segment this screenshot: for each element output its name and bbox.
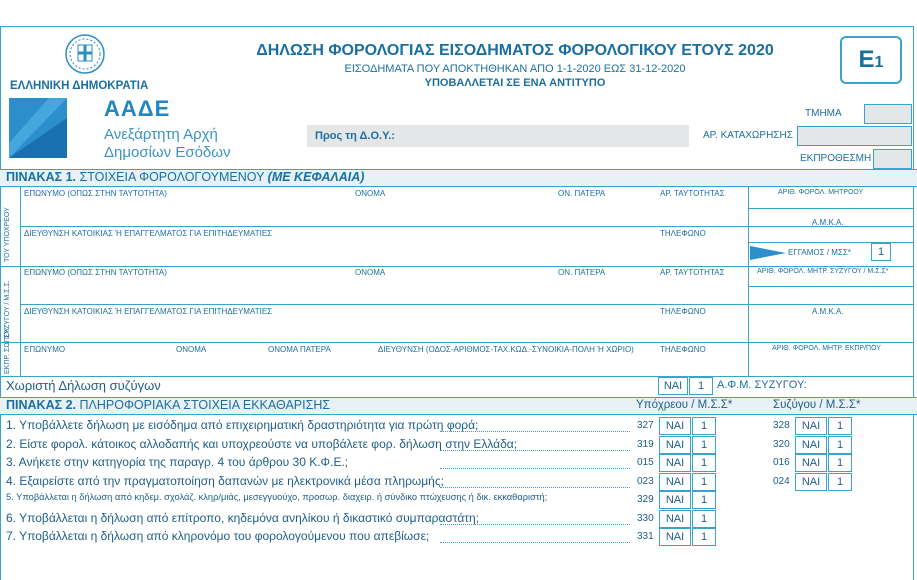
yes-obligor[interactable]: ΝΑΙ	[659, 491, 691, 509]
yes-obligor[interactable]: ΝΑΙ	[659, 454, 691, 472]
yes-spouse[interactable]: ΝΑΙ	[795, 417, 827, 435]
value-obligor[interactable]: 1	[692, 491, 716, 509]
col-spouse-label: Συζύγου / Μ.Σ.Σ*	[773, 399, 861, 411]
value-spouse[interactable]: 1	[828, 473, 852, 491]
aade-line2: Δημοσίων Εσόδων	[104, 144, 231, 161]
frame-top	[0, 26, 914, 27]
question-text: 7. Υποβάλλεται η δήλωση από κληρονόμο του φορολογούμενου που απεβίωσε;	[6, 529, 430, 543]
spouse-on-patera: ΟΝ. ΠΑΤΕΡΑ	[558, 268, 606, 277]
dotted-leader	[440, 431, 630, 432]
form-title: ΔΗΛΩΣΗ ΦΟΡΟΛΟΓΙΑΣ ΕΙΣΟΔΗΜΑΤΟΣ ΦΟΡΟΛΟΓΙΚΟΥ ΕΤΟΥΣ 2020	[256, 42, 774, 59]
question-code-obligor: 015	[637, 457, 654, 468]
form-subtitle2: ΥΠΟΒΑΛΛΕΤΑΙ ΣΕ ΕΝΑ ΑΝΤΙΤΥΠΟ	[424, 77, 606, 89]
question-code-spouse: 320	[773, 439, 790, 450]
value-obligor[interactable]: 1	[692, 473, 716, 491]
value-obligor[interactable]: 1	[692, 417, 716, 435]
rep-afm: ΑΡΙΘ. ΦΟΡΟΛ. ΜΗΤΡ. ΕΚΠΡ/ΠΟΥ	[772, 345, 881, 352]
question-text: 1. Υποβάλλετε δήλωση με εισόδημα από επιχειρηματική δραστηριότητα για πρώτη φορά;	[6, 418, 479, 432]
spouse-amka: Α.Μ.Κ.Α.	[812, 307, 844, 316]
obligor-ar-taftotitas: ΑΡ. ΤΑΥΤΟΤΗΤΑΣ	[660, 189, 725, 198]
yes-spouse[interactable]: ΝΑΙ	[795, 473, 827, 491]
question-text: 4. Εξαιρείστε από την πραγματοποίηση δαπανών με ηλεκτρονικά μέσα πληρωμής;	[6, 474, 444, 488]
obligor-amka: Α.Μ.Κ.Α.	[812, 218, 844, 227]
frame-right	[913, 26, 914, 580]
ar-kataxorisis-field[interactable]	[797, 126, 912, 146]
form-subtitle1: ΕΙΣΟΔΗΜΑΤΑ ΠΟΥ ΑΠΟΚΤΗΘΗΚΑΝ ΑΠΟ 1-1-2020 ΕΩΣ 31-12-2020	[344, 63, 686, 75]
rep-onoma: ΟΝΟΜΑ	[176, 345, 207, 354]
value-obligor[interactable]: 1	[692, 436, 716, 454]
spouse-onoma: ΟΝΟΜΑ	[355, 268, 386, 277]
dotted-leader	[440, 487, 630, 488]
question-text: 3. Ανήκετε στην κατηγορία της παραγρ. 4 του άρθρου 30 Κ.Φ.Ε.;	[6, 455, 349, 469]
form-code-main: Ε	[858, 46, 875, 73]
side-obligor: ΤΟΥ ΥΠΟΧΡΕΟΥ	[4, 207, 11, 262]
ekprothesmi-label: ΕΚΠΡΟΘΕΣΜΗ	[800, 153, 872, 164]
question-text: 6. Υποβάλλεται η δήλωση από επίτροπο, κηδεμόνα ανηλίκου ή δικαστικό συμπαραστάτη;	[6, 511, 480, 525]
table2-title: ΠΙΝΑΚΑΣ 2. ΠΛΗΡΟΦΟΡΙΑΚΑ ΣΤΟΙΧΕΙΑ ΕΚΚΑΘΑΡΙΣΗΣ	[6, 398, 331, 412]
yes-obligor[interactable]: ΝΑΙ	[659, 510, 691, 528]
question-code-obligor: 331	[637, 531, 654, 542]
spouse-address: ΔΙΕΥΘΥΝΣΗ ΚΑΤΟΙΚΙΑΣ Ή ΕΠΑΓΓΕΛΜΑΤΟΣ ΓΙΑ ΕΠΙΤΗΔΕΥΜΑΤΙΕΣ	[24, 307, 273, 316]
obligor-onoma: ΟΝΟΜΑ	[355, 189, 386, 198]
tmima-label: ΤΜΗΜΑ	[805, 108, 842, 119]
value-obligor[interactable]: 1	[692, 528, 716, 546]
frame-left	[0, 26, 1, 580]
value-spouse[interactable]: 1	[828, 436, 852, 454]
obligor-eponymo: ΕΠΩΝΥΜΟ (ΟΠΩΣ ΣΤΗΝ ΤΑΥΤΟΤΗΤΑ)	[24, 189, 167, 198]
dotted-leader	[440, 450, 630, 451]
ekprothesmi-field[interactable]	[873, 149, 912, 169]
question-code-spouse: 328	[773, 420, 790, 431]
separate-value[interactable]: 1	[689, 377, 713, 395]
obligor-on-patera: ΟΝ. ΠΑΤΕΡΑ	[558, 189, 606, 198]
spouse-ar-taftotitas: ΑΡ. ΤΑΥΤΟΤΗΤΑΣ	[660, 268, 725, 277]
ar-kataxorisis-label: ΑΡ. ΚΑΤΑΧΩΡΗΣΗΣ	[703, 130, 793, 141]
yes-obligor[interactable]: ΝΑΙ	[659, 473, 691, 491]
obligor-afm: ΑΡΙΘ. ΦΟΡΟΛ. ΜΗΤΡΩΟΥ	[778, 189, 864, 196]
col-obligor-label: Υπόχρεου / Μ.Σ.Σ*	[636, 399, 733, 411]
t1-sep1	[0, 266, 914, 267]
question-text: 5. Υποβάλλεται η δήλωση από κηδεμ. σχολάζ. κληρ/μιάς, μεσεγγυούχο, προσωρ. διαχειρ. ή σύνδικο πτώχευσης ή δικ. εκκαθαριστή;	[6, 492, 548, 502]
greek-emblem-icon	[62, 32, 108, 76]
aade-title: ΑΑΔΕ	[104, 96, 171, 121]
spouse-eponymo: ΕΠΩΝΥΜΟ (ΟΠΩΣ ΣΤΗΝ ΤΑΥΤΟΤΗΤΑ)	[24, 268, 167, 277]
side-rep: ΕΚΠΡ. ΣΩΠΟΥ	[4, 327, 11, 374]
t1-afm2-b	[748, 286, 914, 287]
yes-obligor[interactable]: ΝΑΙ	[659, 417, 691, 435]
value-obligor[interactable]: 1	[692, 454, 716, 472]
dotted-leader	[440, 542, 630, 543]
dotted-leader	[440, 524, 630, 525]
table1-title: ΠΙΝΑΚΑΣ 1. ΣΤΟΙΧΕΙΑ ΦΟΡΟΛΟΓΟΥΜΕΝΟΥ (ΜΕ ΚΕΦΑΛΑΙΑ)	[6, 170, 365, 184]
t1-row2b	[20, 304, 914, 305]
form-code-box	[840, 36, 902, 84]
married-label: ΕΓΓΑΜΟΣ / ΜΣΣ*	[788, 248, 851, 257]
spouse-phone: ΤΗΛΕΦΩΝΟ	[660, 307, 706, 316]
side-spouse: ΣΥΖΥΓΟΥ / Μ.Σ.Σ.	[4, 280, 11, 338]
question-code-spouse: 016	[773, 457, 790, 468]
aade-line1: Ανεξάρτητη Αρχή	[104, 126, 218, 143]
question-code-obligor: 319	[637, 439, 654, 450]
yes-obligor[interactable]: ΝΑΙ	[659, 528, 691, 546]
rep-eponymo: ΕΠΩΝΥΜΟ	[24, 345, 66, 354]
question-code-spouse: 024	[773, 476, 790, 487]
doy-field[interactable]	[307, 125, 689, 147]
t1-sep2	[0, 342, 914, 343]
value-obligor[interactable]: 1	[692, 510, 716, 528]
yes-obligor[interactable]: ΝΑΙ	[659, 436, 691, 454]
married-value[interactable]: 1	[871, 243, 891, 261]
rep-address: ΔΙΕΥΘΥΝΣΗ (ΟΔΟΣ-ΑΡΙΘΜΟΣ-ΤΑΧ.ΚΩΔ.-ΣΥΝΟΙΚΙΑ-ΠΟΛΗ Ή ΧΩΡΙΟ)	[378, 345, 634, 354]
yes-spouse[interactable]: ΝΑΙ	[795, 454, 827, 472]
dotted-leader	[440, 468, 630, 469]
t1-right-col	[748, 186, 749, 376]
question-text: 2. Είστε φορολ. κάτοικος αλλοδαπής και υποχρεούστε να υποβάλετε φορ. δήλωση στην Ελλάδα;	[6, 437, 518, 451]
obligor-address: ΔΙΕΥΘΥΝΣΗ ΚΑΤΟΙΚΙΑΣ Ή ΕΠΑΓΓΕΛΜΑΤΟΣ ΓΙΑ ΕΠΙΤΗΔΕΥΜΑΤΙΕΣ	[24, 229, 273, 238]
t1-afm-b	[748, 208, 914, 209]
t1-row1b	[20, 226, 914, 227]
afm-spouse-label: Α.Φ.Μ. ΣΥΖΥΓΟΥ:	[717, 379, 807, 391]
t1-side-line	[20, 186, 21, 376]
rep-onoma-patera: ΟΝΟΜΑ ΠΑΤΕΡΑ	[268, 345, 331, 354]
republic-label: ΕΛΛΗΝΙΚΗ ΔΗΜΟΚΡΑΤΙΑ	[10, 80, 149, 92]
separate-label: Χωριστή Δήλωση συζύγων	[6, 378, 161, 393]
separate-yes[interactable]: ΝΑΙ	[658, 377, 688, 395]
tmima-field[interactable]	[864, 104, 912, 124]
aade-logo-icon	[9, 98, 67, 158]
value-spouse[interactable]: 1	[828, 454, 852, 472]
obligor-phone: ΤΗΛΕΦΩΝΟ	[660, 229, 706, 238]
question-code-obligor: 327	[637, 420, 654, 431]
form-code-sub: 1	[874, 54, 884, 71]
doy-label: Προς τη Δ.Ο.Υ.:	[315, 130, 395, 142]
spouse-afm: ΑΡΙΘ. ΦΟΡΟΛ. ΜΗΤΡ. ΣΥΖΥΓΟΥ / Μ.Σ.Σ*	[757, 268, 889, 275]
yes-spouse[interactable]: ΝΑΙ	[795, 436, 827, 454]
t1-sep3	[0, 376, 914, 377]
rep-phone: ΤΗΛΕΦΩΝΟ	[660, 345, 706, 354]
question-code-obligor: 329	[637, 494, 654, 505]
question-code-obligor: 023	[637, 476, 654, 487]
question-code-obligor: 330	[637, 513, 654, 524]
value-spouse[interactable]: 1	[828, 417, 852, 435]
married-arrow-icon	[750, 244, 786, 262]
